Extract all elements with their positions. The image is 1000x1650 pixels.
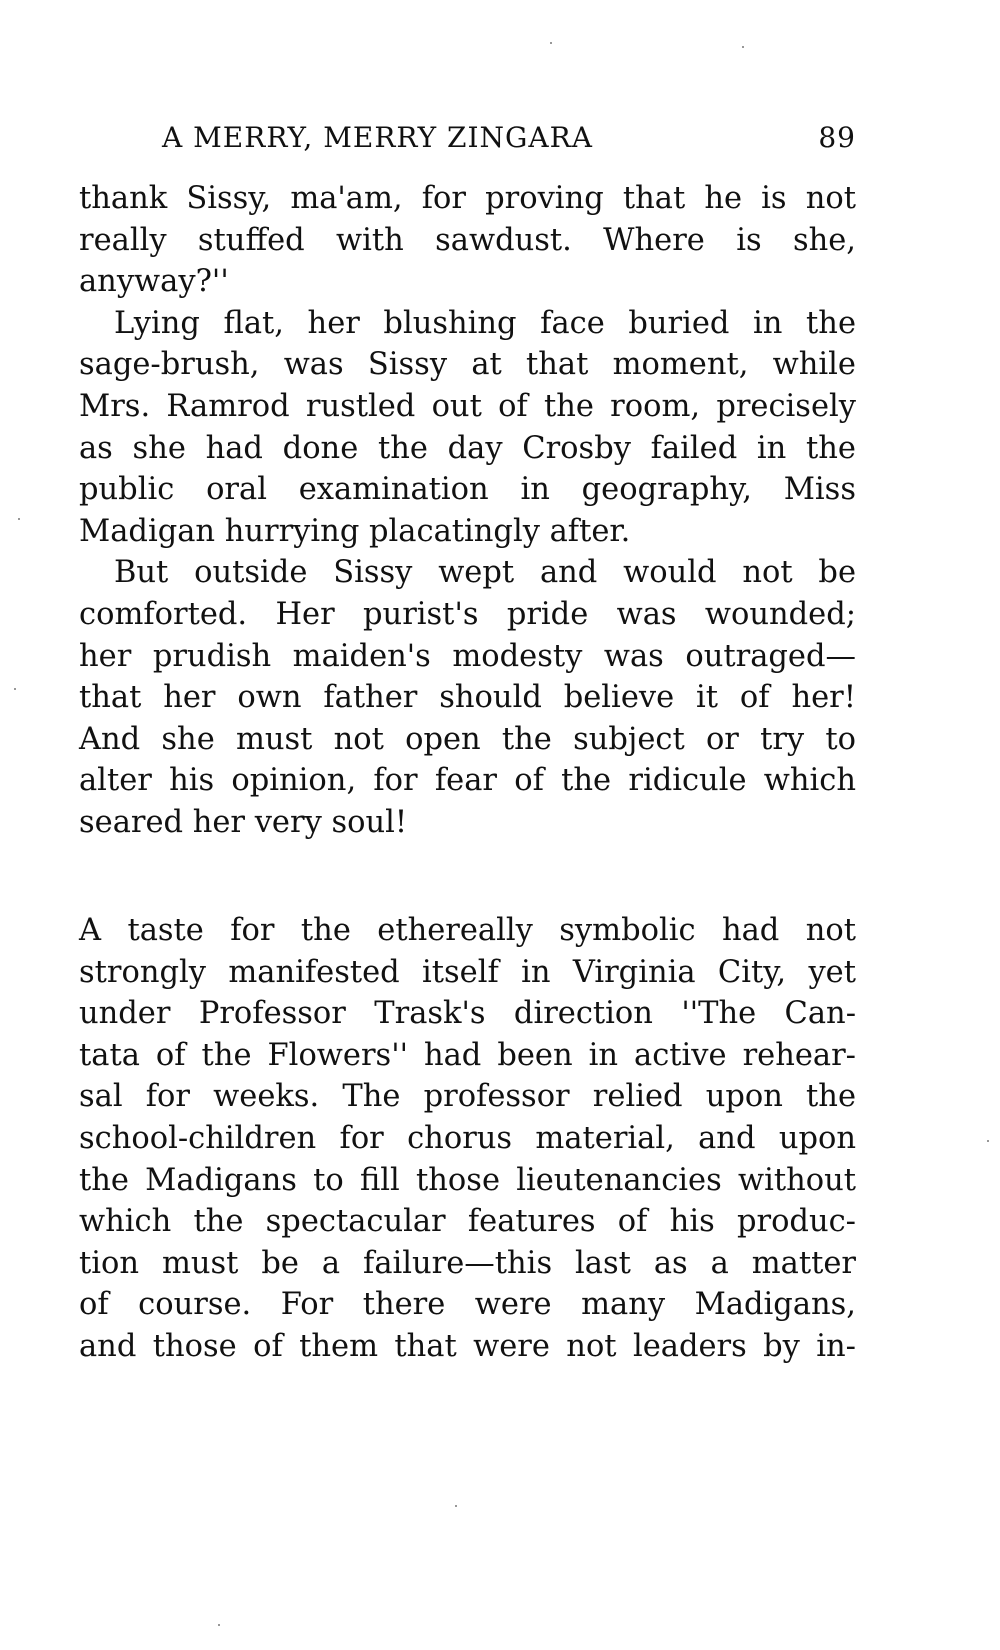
scan-speck	[987, 1140, 989, 1142]
text-line: alter his opinion, for fear of the ridicule which	[79, 763, 856, 799]
text-line: But outside Sissy wept and would not be	[114, 555, 856, 591]
scan-speck	[18, 518, 20, 520]
scan-speck	[455, 1505, 457, 1507]
text-line: Mrs. Ramrod rustled out of the room, precisely	[79, 388, 856, 424]
paragraph	[79, 552, 856, 843]
running-title: A MERRY, MERRY ZINGARA	[162, 121, 593, 154]
text-line: sal for weeks. The professor relied upon the	[79, 1079, 856, 1115]
text-line: school-children for chorus material, and upon	[79, 1120, 856, 1156]
text-line: A taste for the ethereally symbolic had not	[79, 913, 856, 948]
scan-speck	[742, 46, 744, 48]
running-head	[162, 116, 856, 160]
paragraph	[79, 303, 856, 553]
scan-speck	[550, 42, 552, 44]
text-line: under Professor Trask's direction ''The Can-	[79, 996, 856, 1032]
text-line: Lying flat, her blushing face buried in the	[114, 305, 856, 341]
text-line: public oral examination in geography, Miss	[79, 472, 856, 508]
body-text-upper	[79, 178, 856, 844]
scan-speck	[14, 688, 16, 690]
text-line: Madigan hurrying placatingly after.	[79, 513, 631, 549]
text-line: strongly manifested itself in Virginia City, yet	[79, 954, 856, 990]
text-line: and those of them that were not leaders by in-	[79, 1328, 856, 1364]
text-line: sage-brush, was Sissy at that moment, while	[79, 347, 856, 383]
text-line: that her own father should believe it of her!	[79, 680, 856, 716]
scan-speck	[218, 1624, 220, 1626]
text-line: seared her very soul!	[79, 804, 408, 840]
text-line: tata of the Flowers'' had been in active rehear-	[79, 1037, 856, 1073]
paragraph	[79, 910, 856, 1368]
text-line: her prudish maiden's modesty was outraged—	[79, 638, 856, 674]
text-line: of course. For there were many Madigans,	[79, 1287, 856, 1323]
text-line: comforted. Her purist's pride was wounded;	[79, 596, 856, 632]
body-text-lower	[79, 910, 856, 1368]
text-line: the Madigans to fill those lieutenancies without	[79, 1162, 856, 1198]
text-line: And she must not open the subject or try to	[79, 721, 856, 757]
text-line: which the spectacular features of his produc-	[79, 1204, 856, 1240]
text-line: as she had done the day Crosby failed in the	[79, 430, 856, 466]
page-number: 89	[818, 121, 856, 154]
text-line: thank Sissy, ma'am, for proving that he is not	[79, 181, 856, 216]
text-line: anyway?''	[79, 264, 229, 300]
text-line: tion must be a failure—this last as a matter	[79, 1245, 856, 1281]
text-line: really stuffed with sawdust. Where is she,	[79, 222, 856, 258]
paragraph	[79, 178, 856, 303]
